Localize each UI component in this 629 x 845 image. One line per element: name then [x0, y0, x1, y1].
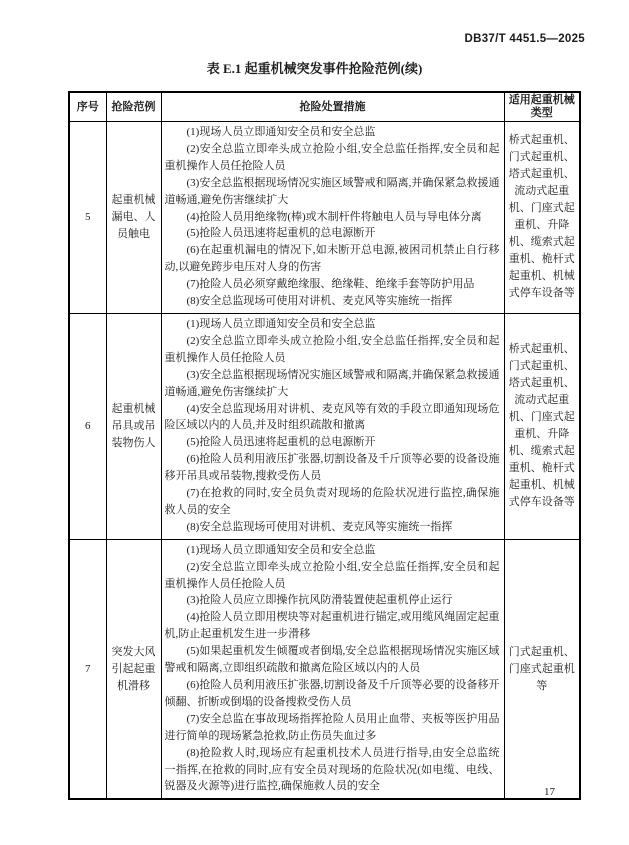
measures-cell [161, 539, 504, 799]
table-row [69, 539, 580, 799]
measure-item: (5)如果起重机发生倾覆或者倒塌,安全总监根据现场情况实施区域警戒和隔离,立即组织疏散和撤离危险区域以内的人员 [164, 645, 500, 675]
measure-item: (5)抢险人员迅速将起重机的总电源断开 [186, 436, 376, 449]
measure-item: (7)抢险人员必须穿戴绝缘服、绝缘鞋、绝缘手套等防护用品 [186, 278, 475, 291]
measure-item: (6)抢险人员利用液压扩张器,切割设备及千斤顶等必要的设备移开倾翻、折断或倒塌的设备搜救受伤人员 [164, 679, 500, 708]
table-header-row [69, 92, 580, 122]
rescue-example-cell: 突发大风引起起重机滑移 [106, 539, 161, 799]
measure-item: (3)安全总监根据现场情况实施区域警戒和隔离,并确保紧急救援通道畅通,避免伤害继续扩大 [164, 368, 500, 398]
table-title: 表 E.1 起重机械突发事件抢险范例(续) [206, 61, 423, 76]
measure-item: (7)在抢救的同时,安全员负责对现场的危险状况进行监控,确保施救人员的安全 [164, 487, 500, 516]
rescue-example-cell: 起重机械吊具或吊装物伤人 [106, 313, 161, 539]
measure-item: (1)现场人员立即通知安全员和安全总监 [186, 317, 376, 330]
measure-item: (5)抢险人员迅速将起重机的总电源断开 [186, 227, 376, 240]
table-row [69, 122, 580, 314]
table-row [69, 313, 580, 539]
measure-item: (6)在起重机漏电的情况下,如未断开总电源,被困司机禁止自行移动,以避免跨步电压对人身的伤害 [164, 244, 500, 274]
measure-item: (7)安全总监在事故现场指挥抢险人员用止血带、夹板等医护用品进行简单的现场紧急抢救,防止伤员失血过多 [164, 712, 500, 742]
measure-item: (3)抢险人员应立即操作抗风防滑装置使起重机停止运行 [186, 594, 453, 607]
standard-number: DB37/T 4451.5—2025 [464, 33, 585, 45]
column-header-example: 抢险范例 [106, 92, 161, 122]
measure-item: (1)现场人员立即通知安全员和安全总监 [186, 126, 376, 138]
applicable-crane-types-cell: 桥式起重机、门式起重机、塔式起重机、流动式起重机、门座式起重机、升降机、缆索式起重机、桅杆式起重机、机械式停车设备等 [504, 313, 580, 539]
measure-item: (8)抢险救人时,现场应有起重机技术人员进行指导,由安全总监统一指挥,在抢救的同时,应有安全员对现场的危险状况(如电缆、电线、锐器及火源等)进行监控,确保施救人员的安全 [164, 746, 500, 793]
measures-cell [161, 313, 504, 539]
row-number-cell: 5 [69, 122, 106, 314]
measure-item: (2)安全总监立即牵头成立抢险小组,安全总监任指挥,安全员和起重机操作人员任抢险人员 [164, 142, 500, 172]
measure-item: (3)安全总监根据现场情况实施区域警戒和隔离,并确保紧急救援通道畅通,避免伤害继续扩大 [164, 176, 500, 206]
column-header-no: 序号 [69, 92, 106, 122]
measure-item: (1)现场人员立即通知安全员和安全总监 [186, 543, 376, 556]
applicable-crane-types-cell: 门式起重机、门座式起重机等 [504, 539, 580, 799]
row-number-cell: 7 [69, 539, 106, 799]
rescue-example-cell: 起重机械漏电、人员触电 [106, 122, 161, 314]
measure-item: (4)抢险人员立即用楔块等对起重机进行锚定,或用缆风绳固定起重机,防止起重机发生进一步滑移 [164, 611, 500, 641]
rescue-measures-table [68, 91, 581, 800]
column-header-measures: 抢险处置措施 [161, 92, 504, 122]
measure-item: (2)安全总监立即牵头成立抢险小组,安全总监任指挥,安全员和起重机操作人员任抢险人员 [164, 334, 500, 364]
measure-item: (4)抢险人员用绝缘物(棒)或木制杆件将触电人员与导电体分离 [186, 210, 482, 223]
measure-item: (6)抢险人员利用液压扩张器,切割设备及千斤顶等必要的设备设施移开吊具或吊装物,搜救受伤人员 [164, 453, 500, 483]
page-number: 17 [544, 786, 555, 798]
measure-item: (8)安全总监现场可使用对讲机、麦克风等实施统一指挥 [186, 295, 453, 308]
measure-item: (4)安全总监现场用对讲机、麦克风等有效的手段立即通知现场危险区域以内的人员,并及时组织疏散和撤离 [164, 402, 500, 432]
row-number-cell: 6 [69, 313, 106, 539]
column-header-applicable: 适用起重机械类型 [504, 92, 580, 122]
measure-item: (2)安全总监立即牵头成立抢险小组,安全总监任指挥,安全员和起重机操作人员任抢险人员 [164, 560, 500, 590]
measure-item: (8)安全总监现场可使用对讲机、麦克风等实施统一指挥 [186, 520, 453, 533]
applicable-crane-types-cell: 桥式起重机、门式起重机、塔式起重机、流动式起重机、门座式起重机、升降机、缆索式起重机、桅杆式起重机、机械式停车设备等 [504, 122, 580, 314]
measures-cell [161, 122, 504, 314]
